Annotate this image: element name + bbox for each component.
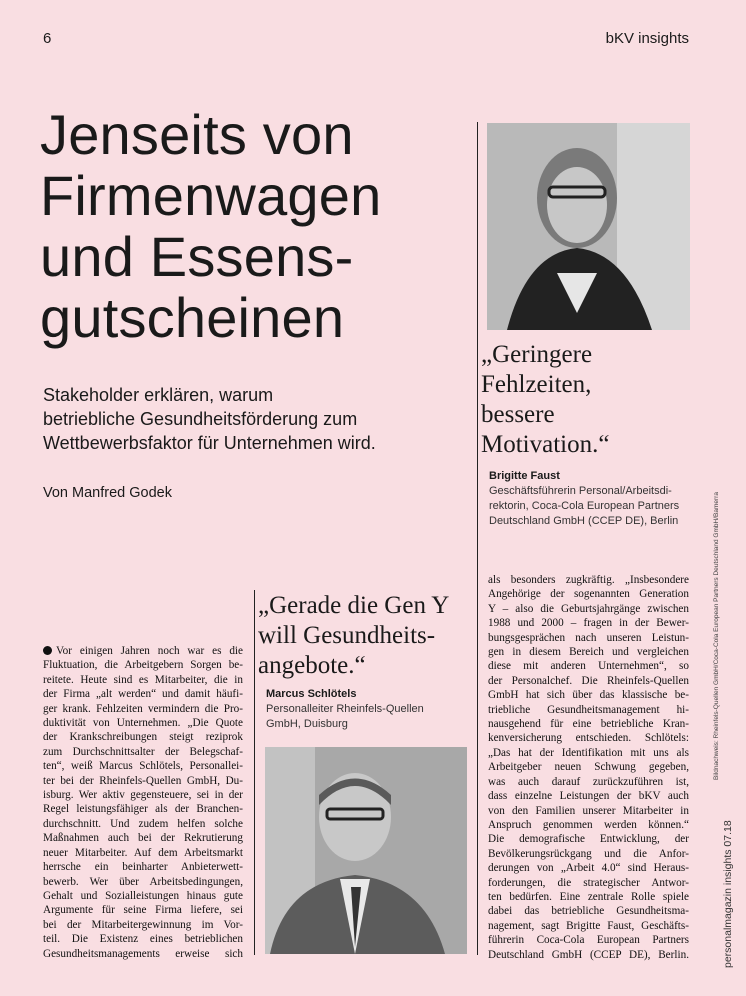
- body-line: neuer Mitarbeiter. Auf dem Arbeitsmarkt: [43, 846, 243, 859]
- body-line: Y – also die Geburtsjahrgänge zwischen: [488, 602, 689, 615]
- quote-line: will Gesundheits-: [258, 622, 436, 649]
- body-line: Gesundheitsmanagements erweise sich: [43, 947, 243, 960]
- headline-line: Jenseits von: [40, 103, 354, 166]
- image-credit: Bildnachweis: Rheinfels-Quellen GmbH/Coca-Cola European Partners Deutschland GmbH/Bamerra: [713, 492, 720, 780]
- bullet-icon: [43, 646, 52, 655]
- quote-author-role: [489, 484, 679, 529]
- body-line: isburg. Wer aktiv gegensteuere, sei in der: [43, 789, 243, 802]
- quote-line: bessere: [481, 401, 555, 428]
- body-line: triebliche Gesundheitsmanagement hi-: [488, 703, 689, 716]
- body-line: der Personalchef. Die Rheinfels-Quellen: [488, 674, 689, 687]
- quote-line: Fehlzeiten,: [481, 371, 592, 398]
- magazine-issue-label: personalmagazin insights 07.18: [722, 820, 734, 968]
- body-line: GmbH hat sich über das klassische be-: [488, 689, 689, 702]
- role-line: Personalleiter Rheinfels-Quellen: [266, 703, 424, 715]
- body-line: derungen von „Arbeit 4.0“ sind Heraus-: [488, 862, 689, 875]
- body-line: durchschnitt. Und zudem helfen solche: [43, 817, 243, 830]
- headline-line: gutscheinen: [40, 286, 345, 349]
- headline-line: Firmenwagen: [40, 164, 382, 227]
- body-line: Arbeitgeber neuen Schwung gegeben,: [488, 761, 689, 774]
- body-line: von den Familien unserer Mitarbeiter in: [488, 804, 689, 817]
- body-line: Vor einigen Jahren noch war es die: [56, 645, 243, 657]
- pull-quote-faust: [481, 340, 609, 460]
- body-line: gen in diesem Bereich und vergleichen: [488, 646, 689, 659]
- body-line: herrsche ein beinharter Anbieterwett-: [43, 861, 243, 874]
- body-line: teil. Die Existenz eines betrieblichen: [43, 933, 243, 946]
- quote-line: „Gerade die Gen Y: [258, 592, 450, 619]
- portrait-illustration: [265, 747, 467, 954]
- body-column-right: [488, 573, 689, 962]
- role-line: Deutschland GmbH (CCEP DE), Berlin: [489, 515, 679, 527]
- body-line: diese mit anderen Unternehmen“, so: [488, 660, 689, 673]
- column-divider: [477, 122, 478, 955]
- body-line: „Das hat der Identifikation mit uns als: [488, 746, 689, 759]
- body-line: bewerb. Wer über Arbeitsbedingungen,: [43, 875, 243, 888]
- portrait-marcus-schloetels: [265, 747, 467, 954]
- body-line: Deutschland GmbH (CCEP DE), Berlin.: [488, 948, 689, 961]
- body-line: reitete. Heute sind es Mitarbeiter, die in: [43, 673, 243, 686]
- article-headline: [40, 104, 460, 348]
- quote-line: angebote.“: [258, 652, 366, 679]
- byline: Von Manfred Godek: [43, 485, 172, 501]
- body-line: führerin Coca-Cola European Partners: [488, 934, 689, 947]
- body-line: ten“, weiß Marcus Schlötels, Personallei-: [43, 760, 243, 773]
- section-label: bKV insights: [605, 30, 689, 47]
- body-column-left: [43, 644, 243, 961]
- body-line: Die demografische Entwicklung, der: [488, 833, 689, 846]
- body-line: als besonders zugkräftig. „Insbesondere: [488, 574, 689, 586]
- body-line: bei der Mitarbeitergewinnung im Vor-: [43, 918, 243, 931]
- headline-line: und Essens-: [40, 225, 354, 288]
- quote-author-role: [266, 702, 424, 732]
- body-line: duktivität von Unternehmen. „Die Quote: [43, 717, 243, 730]
- body-line: Fluktuation, die Arbeitgebern Sorgen be-: [43, 659, 243, 672]
- body-line: kenversicherung entschieden. Schlötels:: [488, 732, 689, 745]
- portrait-illustration: [487, 123, 690, 330]
- body-line: forderungen, die strategischer Antwor-: [488, 876, 689, 889]
- quote-author-name: Brigitte Faust: [489, 470, 560, 482]
- article-subheadline: [43, 383, 443, 455]
- body-line: ter bei der Rheinfels-Quellen GmbH, Du-: [43, 774, 243, 787]
- role-line: GmbH, Duisburg: [266, 718, 348, 730]
- body-line-first: [43, 644, 243, 658]
- body-line: 1988 und 2000 – fragen in der Bewer-: [488, 617, 689, 630]
- body-line: Angehörige der sogenannten Generation: [488, 588, 689, 601]
- body-line: der Krankschreibungen steigt reziprok: [43, 731, 243, 744]
- body-line: Bevölkerungsrückgang und die Anfor-: [488, 847, 689, 860]
- body-line: Anspruch genommen werden können.“: [488, 818, 689, 831]
- body-line: Regel leistungsfähiger als der Branchen-: [43, 803, 243, 816]
- portrait-brigitte-faust: [487, 123, 690, 330]
- role-line: Geschäftsführerin Personal/Arbeitsdi-: [489, 485, 672, 497]
- pull-quote-schloetels: [258, 591, 449, 681]
- body-line: nagement, sagt Brigitte Faust, Geschäfts-: [488, 919, 689, 932]
- body-line: ten bedürfen. Eine zentrale Rolle spiele: [488, 890, 689, 903]
- page-number: 6: [43, 30, 52, 47]
- body-line: dabei das betriebliche Gesundheitsma-: [488, 905, 689, 918]
- subheadline-line: Wettbewerbsfaktor für Unternehmen wird.: [43, 433, 376, 453]
- subheadline-line: Stakeholder erklären, warum: [43, 385, 274, 405]
- subheadline-line: betriebliche Gesundheitsförderung zum: [43, 409, 358, 429]
- body-line: ger krank. Fehlzeiten vermindern die Pro-: [43, 702, 243, 715]
- body-line: zum Durchschnittsalter der Belegschaf-: [43, 745, 243, 758]
- body-line: Maßnahmen auch bei der Rekrutierung: [43, 832, 243, 845]
- quote-line: Motivation.“: [481, 431, 610, 458]
- body-line: Gehalt und Sozialleistungen hinaus gute: [43, 889, 243, 902]
- body-line: der Firma „alt werden“ und damit häufi-: [43, 688, 243, 701]
- column-divider: [254, 590, 255, 955]
- role-line: rektorin, Coca-Cola European Partners: [489, 500, 680, 512]
- quote-author-name: Marcus Schlötels: [266, 688, 357, 700]
- body-line: dass einzelne Leistungen der bKV auch: [488, 790, 689, 803]
- body-line: bungsgesprächen nach unseren Leistun-: [488, 631, 689, 644]
- body-line: nausgehend für eine betriebliche Kran-: [488, 718, 689, 731]
- quote-line: „Geringere: [481, 341, 593, 368]
- body-line: was auch darauf zurückzuführen ist,: [488, 775, 689, 788]
- body-line: Argumente für seine Firma liefere, sei: [43, 904, 243, 917]
